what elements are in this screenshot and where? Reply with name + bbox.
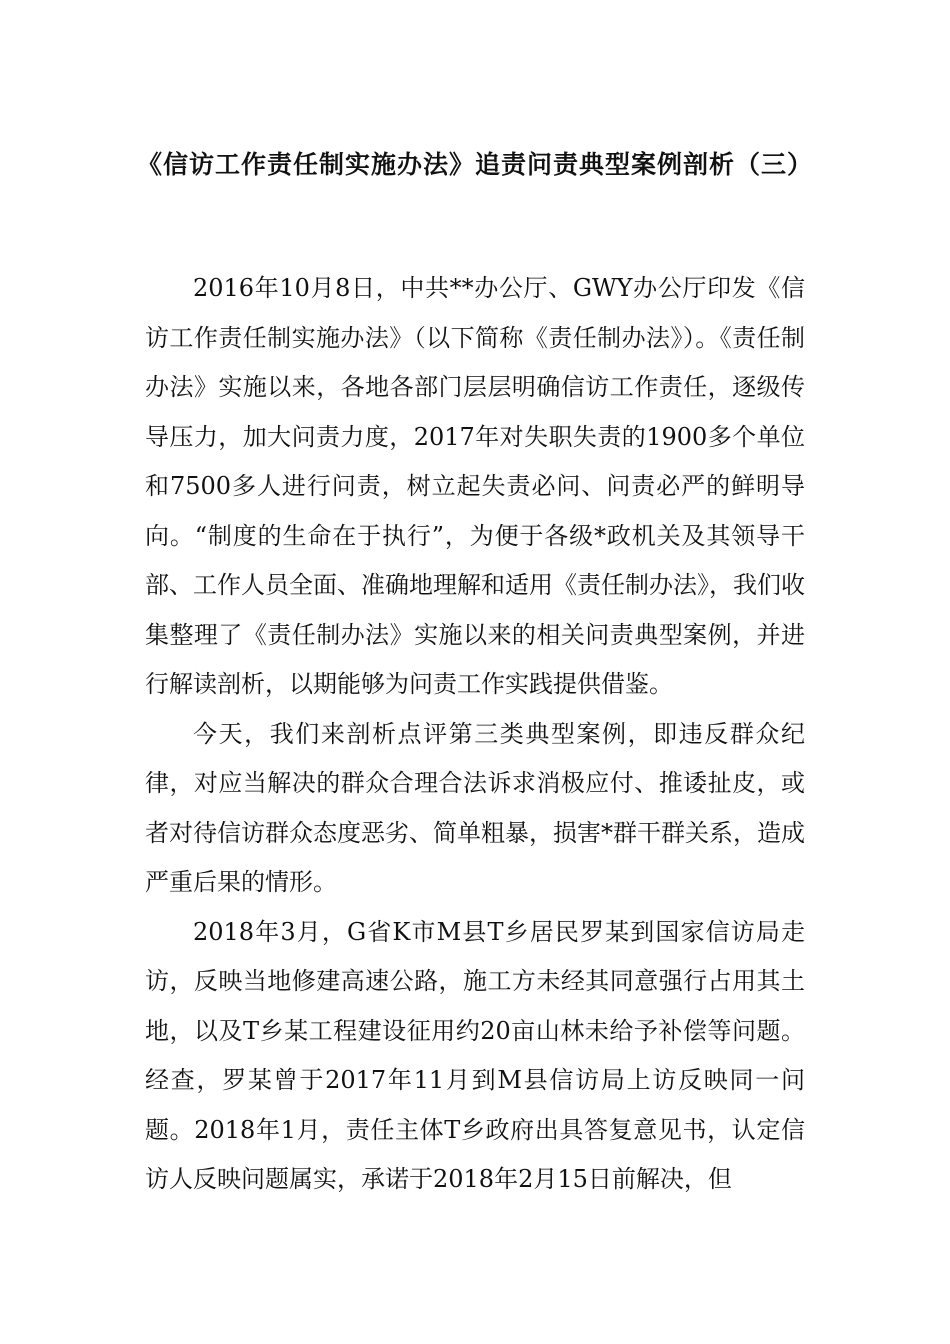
- document-body: [145, 264, 805, 1205]
- paragraph-2: 今天，我们来剖析点评第三类典型案例，即违反群众纪律，对应当解决的群众合理合法诉求消极应付、推诿扯皮，或者对待信访群众态度恶劣、简单粗暴，损害*群干群关系，造成严重后果的情形。: [145, 719, 805, 896]
- paragraph-3: 2018年3月，G省K市M县T乡居民罗某到国家信访局走访，反映当地修建高速公路，施工方未经其同意强行占用其土地，以及T乡某工程建设征用约20亩山林未给予补偿等问题。经查，罗某曾于2017年11月到M县信访局上访反映同一问题。2018年1月，责任主体T乡政府出具答复意见书，认定信访人反映问题属实，承诺于2018年2月15日前解决，但: [145, 917, 805, 1193]
- document-title: 《信访工作责任制实施办法》追责问责典型案例剖析（三）: [136, 150, 813, 179]
- paragraph-1: 2016年10月8日，中共**办公厅、GWY办公厅印发《信访工作责任制实施办法》（以下简称《责任制办法》）。《责任制办法》实施以来，各地各部门层层明确信访工作责任，逐级传导压力，加大问责力度，2017年对失职失责的1900多个单位和7500多人进行问责，树立起失责必问、问责必严的鲜明导向。“制度的生命在于执行”，为便于各级*政机关及其领导干部、工作人员全面、准确地理解和适用《责任制办法》，我们收集整理了《责任制办法》实施以来的相关问责典型案例，并进行解读剖析，以期能够为问责工作实践提供借鉴。: [145, 274, 805, 698]
